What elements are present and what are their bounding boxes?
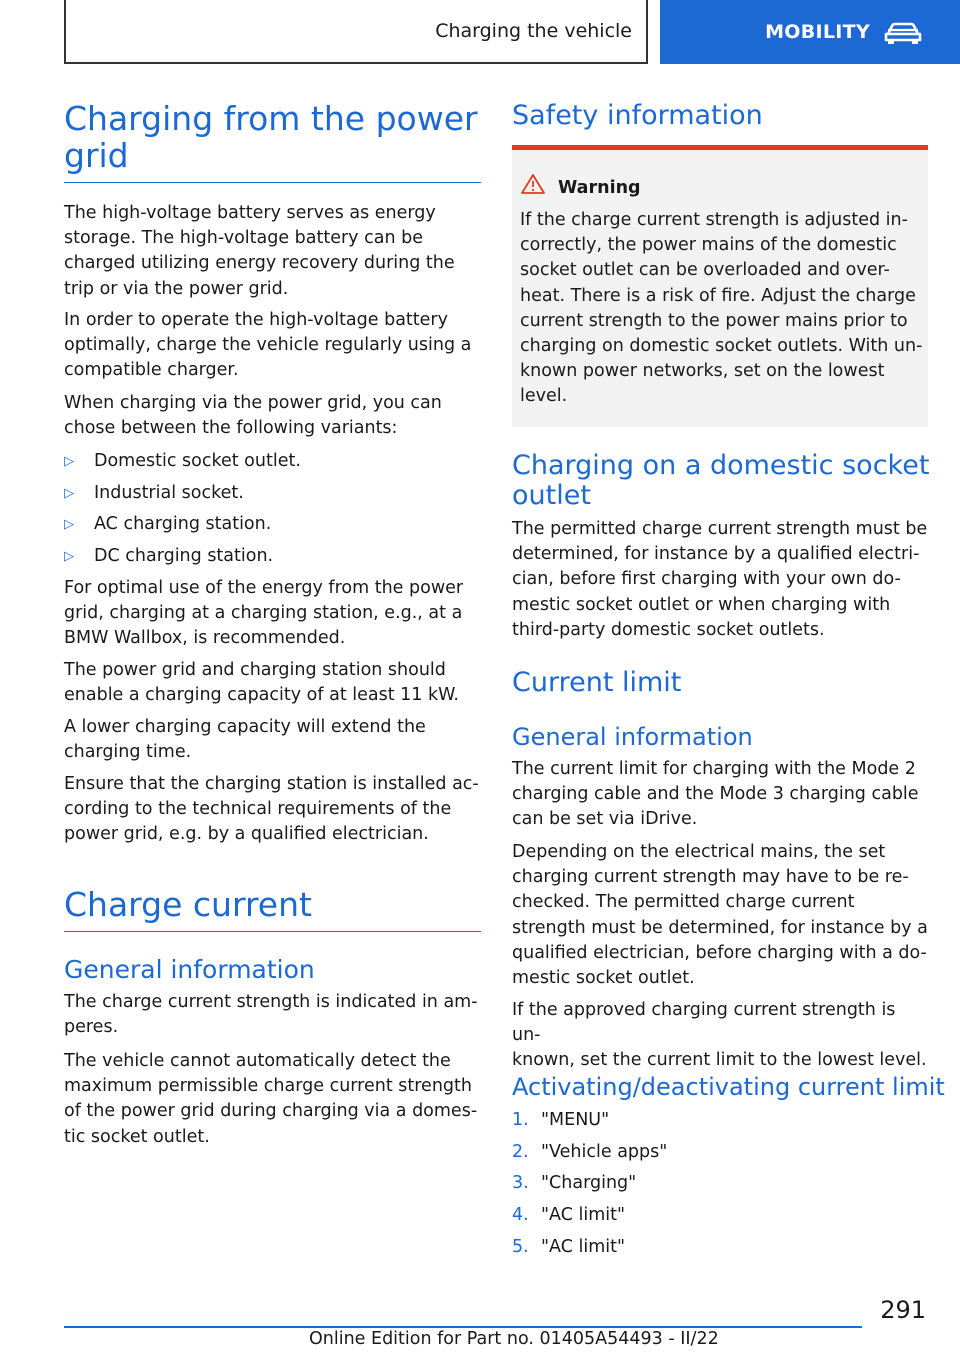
heading-charging-power-grid: Charging from the power grid <box>64 99 478 175</box>
header-section-title: Charging the vehicle <box>435 20 632 42</box>
header-chapter-tab <box>660 0 960 64</box>
footer-edition: Online Edition for Part no. 01405A54493 - II/22 <box>309 1329 719 1349</box>
paragraph: When charging via the power grid, you can chose between the following variants: <box>64 393 442 439</box>
heading-rule <box>64 182 481 183</box>
warning-text: If the charge current strength is adjusted in- correctly, the power mains of the domestic socket outlet can be overloaded and over- heat. There is a risk of fire. Adjust the charge current strength to the power mains prior to charging on domestic socket outlets. With un- known power networks, set on the lowest level. <box>520 210 923 407</box>
triangle-bullet-icon: ▷ <box>64 486 74 501</box>
paragraph: For optimal use of the energy from the power grid, charging at a charging station, e.g., at a BMW Wallbox, is recommended. <box>64 578 464 649</box>
heading-current-limit: Current limit <box>512 667 682 698</box>
paragraph: If the approved charging current strength is un- known, set the current limit to the lowest level. <box>512 1000 927 1071</box>
heading-safety-information: Safety information <box>512 100 763 131</box>
heading-charge-current: Charge current <box>64 885 312 924</box>
paragraph: The vehicle cannot automatically detect the maximum permissible charge current strength of the power grid during charging via a domes- tic socket outlet. <box>64 1051 478 1147</box>
subheading-general-information: General information <box>512 723 753 751</box>
warning-triangle-icon <box>520 173 546 195</box>
paragraph: Depending on the electrical mains, the set charging current strength may have to be re- checked. The permitted charge current strength must be determined, for instance by a qualified electrician, before charging with a do- mestic socket outlet. <box>512 842 928 989</box>
subheading-activating-current-limit: Activating/deactivating current limit <box>512 1073 945 1101</box>
triangle-bullet-icon: ▷ <box>64 454 74 469</box>
warning-box <box>512 145 928 427</box>
paragraph: The charge current strength is indicated in am- peres. <box>64 992 478 1038</box>
paragraph: The permitted charge current strength must be determined, for instance by a qualified electri- cian, before first charging with your own do- mestic socket outlet or when charging with third-party domestic socket outlets. <box>512 519 928 640</box>
paragraph: The high-voltage battery serves as energy storage. The high-voltage battery can be charged utilizing energy recovery during the trip or via the power grid. <box>64 203 455 299</box>
paragraph: A lower charging capacity will extend the charging time. <box>64 717 426 763</box>
header-chapter-title: MOBILITY <box>765 21 870 43</box>
car-icon <box>884 20 922 44</box>
paragraph: The power grid and charging station should enable a charging capacity of at least 11 kW. <box>64 660 459 706</box>
heading-rule <box>64 931 481 932</box>
subheading-general-information: General information <box>64 955 315 984</box>
heading-charging-domestic-socket: Charging on a domestic socket outlet <box>512 450 930 511</box>
page-number: 291 <box>880 1296 926 1324</box>
paragraph: Ensure that the charging station is installed ac- cording to the technical requirements of the power grid, e.g. by a qualified electrician. <box>64 774 479 845</box>
paragraph: The current limit for charging with the Mode 2 charging cable and the Mode 3 charging cable can be set via iDrive. <box>512 759 919 830</box>
warning-title: Warning <box>558 178 641 198</box>
triangle-bullet-icon: ▷ <box>64 549 74 564</box>
header-section-tab <box>64 0 648 64</box>
paragraph: In order to operate the high-voltage battery optimally, charge the vehicle regularly using a compatible charger. <box>64 310 472 381</box>
footer-rule <box>64 1326 862 1328</box>
triangle-bullet-icon: ▷ <box>64 517 74 532</box>
